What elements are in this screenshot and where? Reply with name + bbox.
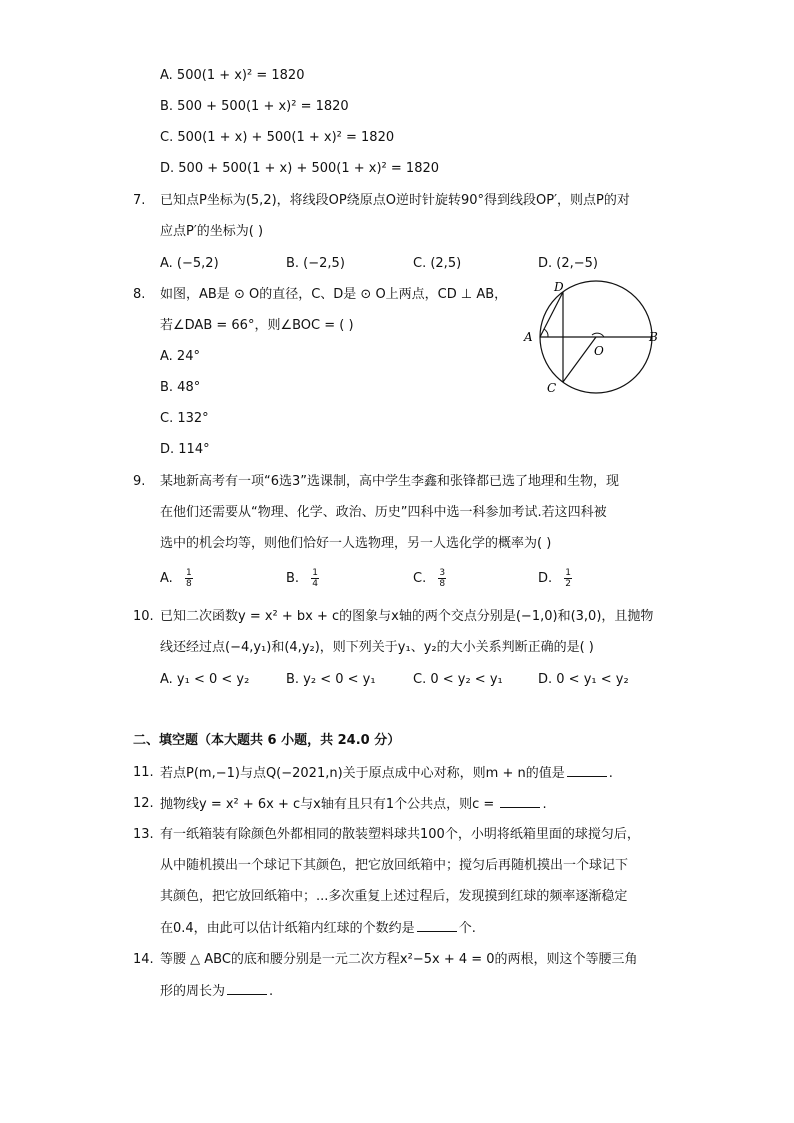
numerator: 1 [312,568,318,578]
q12-end: . [542,797,547,812]
q6-option-a: A. 500(1 + x)² = 1820 [160,68,305,83]
q6-option-c: C. 500(1 + x) + 500(1 + x)² = 1820 [160,130,395,145]
q12-number: 12. [133,796,154,811]
q13-text: 在0.4，由此可以估计纸箱内红球的个数约是 [160,921,415,936]
q7-option-b: B. (−2,5) [286,256,345,271]
answer-blank[interactable] [417,919,457,932]
q14-line1: 等腰 △ ABC的底和腰分别是一元二次方程x²−5x + 4 = 0的两根，则这个等腰三角 [160,952,638,967]
q13-line3: 其颜色，把它放回纸箱中；...多次重复上述过程后，发现摸到红球的频率逐渐稳定 [160,889,628,904]
q6-option-b: B. 500 + 500(1 + x)² = 1820 [160,99,349,114]
q10-option-d: D. 0 < y₁ < y₂ [538,672,629,687]
denominator: 4 [312,579,318,589]
q13-line1: 有一纸箱装有除颜色外都相同的散装塑料球共100个，小明将纸箱里面的球搅匀后， [160,827,640,842]
q7-number: 7. [133,193,146,208]
q14-line2 [160,982,273,1001]
answer-blank[interactable] [567,764,607,777]
fraction [185,568,193,589]
option-label: D. [538,571,553,586]
q7-line1: 已知点P坐标为(5,2)，将线段OP绕原点O逆时针旋转90°得到线段OP′，则点P的对 [160,193,630,208]
q7-option-a: A. (−5,2) [160,256,219,271]
q6-option-d: D. 500 + 500(1 + x) + 500(1 + x)² = 1820 [160,161,440,176]
q8-line2: 若∠DAB = 66°，则∠BOC = ( ) [160,318,354,333]
numerator: 3 [439,568,446,578]
answer-blank[interactable] [500,795,540,808]
q7-option-d: D. (2,−5) [538,256,598,271]
numerator: 1 [185,568,192,578]
q13-end: 个. [458,921,476,936]
circle-diagram [518,278,668,398]
denominator: 2 [565,579,572,589]
option-label: C. [413,571,427,586]
q14-end: . [269,984,274,999]
q9-option-a [160,568,193,589]
q11-end: . [608,766,613,781]
segment-oc [563,337,596,382]
q9-number: 9. [133,474,146,489]
q14-number: 14. [133,952,154,967]
label-c: C [547,381,557,395]
q9-option-c [413,568,446,589]
denominator: 8 [439,579,446,589]
angle-dab-arc [544,329,548,337]
q10-option-b: B. y₂ < 0 < y₁ [286,672,376,687]
q14-text: 形的周长为 [160,984,226,999]
q11-text: 若点P(m,−1)与点Q(−2021,n)关于原点成中心对称，则m + n的值是 [160,766,565,781]
label-b: B [649,330,658,344]
q10-line1: 已知二次函数y = x² + bx + c的图象与x轴的两个交点分别是(−1,0)和(3,0)，且抛物 [160,609,654,624]
label-o: O [594,344,604,358]
option-label: A. [160,571,173,586]
q9-line1: 某地新高考有一项“6选3”选课制，高中学生李鑫和张锋都已选了地理和生物，现 [160,474,620,489]
q9-option-d [538,568,572,589]
q10-option-a: A. y₁ < 0 < y₂ [160,672,250,687]
q10-option-c: C. 0 < y₂ < y₁ [413,672,503,687]
q8-number: 8. [133,287,146,302]
fraction [311,568,319,589]
q13-line2: 从中随机摸出一个球记下其颜色，把它放回纸箱中；搅匀后再随机摸出一个球记下 [160,858,629,873]
q7-option-c: C. (2,5) [413,256,462,271]
q12-text: 抛物线y = x² + 6x + c与x轴有且只有1个公共点，则c = [160,797,499,812]
q10-number: 10. [133,609,154,624]
q9-line2: 在他们还需要从“物理、化学、政治、历史”四科中选一科参加考试.若这四科被 [160,505,607,520]
q11-question [160,764,613,783]
section-heading-fill-in: 二、填空题（本大题共 6 小题，共 24.0 分） [133,733,401,748]
label-a: A [524,330,533,344]
q8-option-c: C. 132° [160,411,209,426]
q10-line2: 线还经过点(−4,y₁)和(4,y₂)，则下列关于y₁、y₂的大小关系判断正确的是( ) [160,640,594,655]
fraction [564,568,572,589]
q8-option-a: A. 24° [160,349,200,364]
numerator: 1 [565,568,572,578]
q13-number: 13. [133,827,154,842]
answer-blank[interactable] [227,982,267,995]
q13-line4 [160,919,476,938]
q8-option-d: D. 114° [160,442,210,457]
q9-line3: 选中的机会均等，则他们恰好一人选物理，另一人选化学的概率为( ) [160,536,552,551]
q11-number: 11. [133,765,154,780]
q9-option-b [286,568,319,589]
q7-line2: 应点P′的坐标为( ) [160,224,264,239]
label-d: D [554,280,564,294]
q12-question [160,795,547,814]
segment-ad [540,292,563,337]
option-label: B. [286,571,300,586]
fraction [438,568,446,589]
q8-option-b: B. 48° [160,380,201,395]
denominator: 8 [185,579,192,589]
q8-line1: 如图，AB是 ⊙ O的直径，C、D是 ⊙ O上两点，CD ⊥ AB， [160,287,508,302]
